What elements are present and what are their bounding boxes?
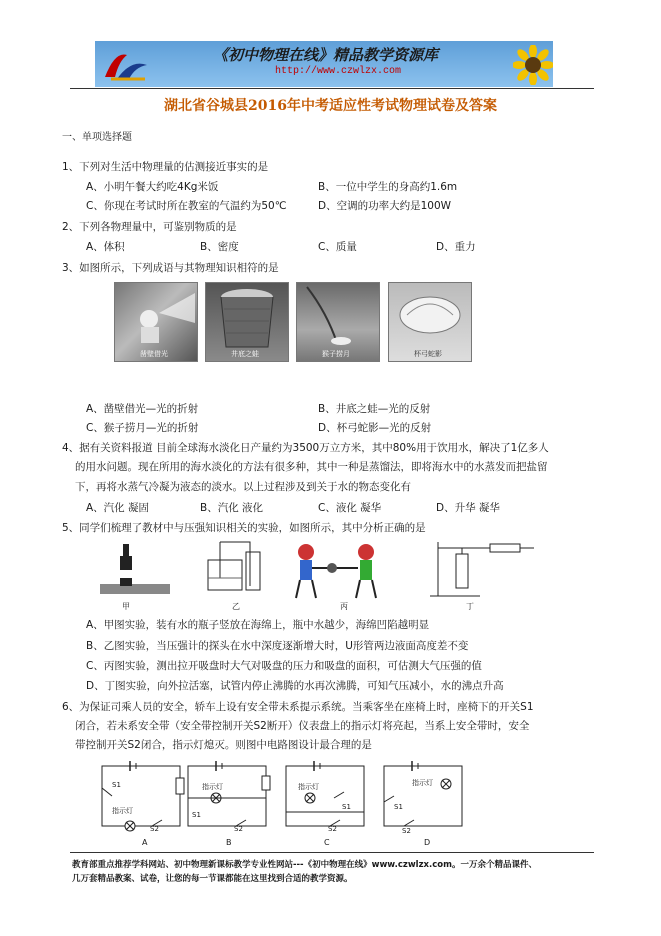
q3-option-a: A、凿壁借光—光的折射	[86, 403, 199, 415]
q3-image-bow-cup	[388, 282, 472, 362]
q4-option-b: B、汽化 液化	[200, 502, 264, 514]
circuit-label-a: A	[142, 838, 148, 847]
q3-image-chisel-light	[114, 282, 198, 362]
footer-line1: 教育部重点推荐学科网站、初中物理新课标教学专业性网站---《初中物理在线》www.czwlzx.com。一万余个精品课件、	[72, 860, 537, 870]
q5-stem: 5、同学们梳理了教材中与压强知识相关的实验，如图所示，其中分析正确的是	[62, 522, 426, 534]
q4-stem-line3: 下，再将水蒸气冷凝为液态的淡水。以上过程涉及到关于水的物态变化有	[75, 481, 411, 493]
q1-option-b: B、一位中学生的身高约1.6m	[318, 181, 458, 193]
q6-stem-line1: 6、为保证司乘人员的安全，轿车上设有安全带未系提示系统。当乘客坐在座椅上时，座椅下的开关S1	[62, 701, 534, 713]
q5-option-a: A、甲图实验，装有水的瓶子竖放在海绵上，瓶中水越少，海绵凹陷越明显	[86, 619, 430, 631]
q1-stem: 1、下列对生活中物理量的估测接近事实的是	[62, 161, 269, 173]
q3-caption-4: 杯弓蛇影	[414, 350, 442, 358]
q4-stem-line2: 的用水问题。现在所用的海水淡化的方法有很多种，其中一种是蒸馏法，即将海水中的水蒸发而把盐留	[75, 461, 548, 473]
q1-option-a: A、小明午餐大约吃4Kg米饭	[86, 181, 219, 193]
q3-option-b: B、井底之蛙—光的反射	[318, 403, 431, 415]
q5-label-3: 丙	[340, 602, 348, 611]
pressure-gauge-icon	[208, 542, 260, 590]
footer-line2: 几万套精品教案、试卷，让您的每一节课都能在这里找到合适的教学资源。	[72, 874, 353, 884]
q2-option-d: D、重力	[436, 241, 476, 253]
q3-image-frog-well	[205, 282, 289, 362]
q6-stem-line2: 闭合，若未系安全带（安全带控制开关S2断开）仪表盘上的指示灯将亮起，当系上安全带时，安全	[75, 720, 530, 732]
q4-option-c: C、液化 凝华	[318, 502, 382, 514]
q3-option-c: C、猴子捞月—光的折射	[86, 422, 199, 434]
section-heading: 一、单项选择题	[62, 132, 132, 143]
header-rule	[70, 88, 594, 89]
q5-label-4: 丁	[466, 602, 474, 611]
flask-syringe-icon	[430, 542, 534, 596]
header-banner	[95, 41, 553, 87]
q3-caption-1: 凿壁借光	[140, 350, 168, 358]
site-logo-icon	[101, 47, 153, 83]
q3-image-monkey-moon	[296, 282, 380, 362]
circuit-d[interactable]	[382, 758, 470, 838]
circuit-b[interactable]	[186, 758, 274, 838]
circuit-label-b: B	[226, 838, 232, 847]
children-pulling-icon	[296, 544, 376, 598]
q5-label-1: 甲	[122, 602, 130, 611]
circuit-c-lamp-label: 指示灯	[298, 783, 319, 791]
q1-option-d: D、空调的功率大约是100W	[318, 200, 452, 212]
q3-caption-2: 井底之蛙	[231, 350, 259, 358]
circuit-b-lamp-label: 指示灯	[202, 783, 223, 791]
q5-option-d: D、丁图实验，向外拉活塞，试管内停止沸腾的水再次沸腾，可知气压减小，水的沸点升高	[86, 680, 504, 692]
circuit-d-s1: S1	[394, 803, 403, 811]
banner-url[interactable]: http://www.czwlzx.com	[275, 66, 402, 77]
circuit-c-s1: S1	[342, 803, 351, 811]
q3-option-d: D、杯弓蛇影—光的反射	[318, 422, 432, 434]
footer-rule	[70, 852, 594, 853]
sunflower-icon	[513, 45, 553, 85]
q3-stem: 3、如图所示，下列成语与其物理知识相符的是	[62, 262, 279, 274]
circuit-c-s2: S2	[328, 825, 337, 833]
q4-option-a: A、汽化 凝固	[86, 502, 150, 514]
circuit-b-s1: S1	[192, 811, 201, 819]
q3-caption-3: 猴子捞月	[322, 350, 350, 358]
q2-option-c: C、质量	[318, 241, 357, 253]
bottle-on-sponge-icon	[100, 544, 170, 594]
q5-experiment-figures	[100, 538, 540, 612]
q2-option-b: B、密度	[200, 241, 239, 253]
circuit-a-s2: S2	[150, 825, 159, 833]
q1-option-c: C、你现在考试时所在教室的气温约为50℃	[86, 200, 287, 212]
q4-stem-line1: 4、据有关资料报道 目前全球海水淡化日产量约为3500万立方米，其中80%用于饮用水，解决了1亿多人	[62, 442, 549, 454]
q6-stem-line3: 带控制开关S2闭合，指示灯熄灭。则图中电路图设计最合理的是	[75, 739, 372, 751]
circuit-label-d: D	[424, 838, 431, 847]
circuit-a-lamp-label: 指示灯	[112, 807, 133, 815]
q5-label-2: 乙	[232, 602, 240, 611]
circuit-d-lamp-label: 指示灯	[412, 779, 433, 787]
q5-option-c: C、丙图实验，测出拉开吸盘时大气对吸盘的压力和吸盘的面积，可估测大气压强的值	[86, 660, 482, 672]
banner-title: 《初中物理在线》精品教学资源库	[213, 46, 439, 64]
circuit-d-s2: S2	[402, 827, 411, 835]
circuit-a-s1: S1	[112, 781, 121, 789]
q2-option-a: A、体积	[86, 241, 125, 253]
circuit-c[interactable]	[284, 758, 372, 838]
q2-stem: 2、下列各物理量中，可鉴别物质的是	[62, 221, 237, 233]
circuit-label-c: C	[324, 838, 330, 847]
q5-option-b: B、乙图实验，当压强计的探头在水中深度逐渐增大时，U形管两边液面高度差不变	[86, 640, 469, 652]
document-title: 湖北省谷城县2016年中考适应性考试物理试卷及答案	[164, 98, 497, 114]
circuit-b-s2: S2	[234, 825, 243, 833]
q4-option-d: D、升华 凝华	[436, 502, 500, 514]
